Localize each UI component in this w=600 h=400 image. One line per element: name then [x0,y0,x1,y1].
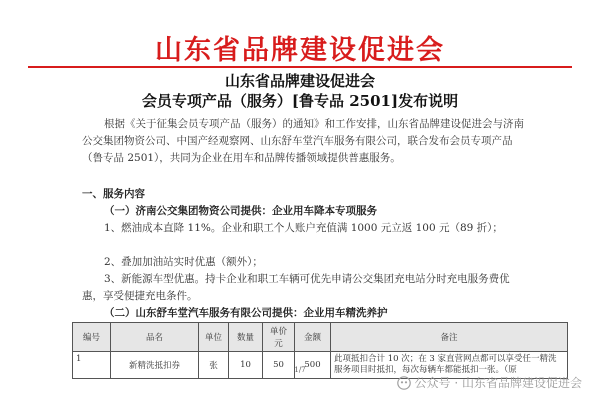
section-heading: 一、服务内容 [82,188,145,200]
column-header: 编号 [73,323,111,352]
watermark-text: 公众号 · 山东省品牌建设促进会 [414,376,582,390]
service-item-3: 3、新能源车型优惠。持卡企业和职工车辆可优先申请公交集团充电站分时充电服务费优惠，享受便捷充电条件。 [82,273,510,302]
table-cell: 1 [73,352,111,379]
table-cell: 张 [199,352,229,379]
table-cell: 此项抵扣合计 10 次；在 3 家直营网点都可以享受任一精洗服务项目时抵扣，每次每辆车都能抵扣一张。（原 [331,352,568,379]
page-number: 1/7 [294,366,306,374]
table-cell: 500 [295,352,331,379]
table-cell: 10 [229,352,263,379]
column-header: 单价元 [263,323,295,352]
column-header: 品名 [111,323,199,352]
service-item-2: 2、叠加加油站实时优惠（额外）； [104,256,263,268]
intro-paragraph: 根据《关于征集会员专项产品（服务）的通知》和工作安排，山东省品牌建设促进会与济南公交集团物资公司、中国产经观察网、山东舒车堂汽车服务有限公司，联合发布会员专项产品（鲁专品 2501），共同为企业在用车和品牌传播领域提供普惠服务。 [82,118,524,164]
doc-title-line1: 山东省品牌建设促进会 [224,72,375,90]
subsection-heading-1: （一）济南公交集团物资公司提供：企业用车降本专项服务 [104,205,377,217]
table-header-row [73,323,568,352]
service-item-1: 1、燃油成本直降 11%。企业和职工个人账户充值满 1000 元立返 100 元（89 折）； [104,222,503,234]
column-header: 金额 [295,323,331,352]
red-masthead: 山东省品牌建设促进会 [155,35,445,66]
column-header: 单位 [199,323,229,352]
column-header: 备注 [331,323,568,352]
doc-title-line2: 会员专项产品（服务）[鲁专品 2501]发布说明 [141,92,459,110]
table-cell: 50 [263,352,295,379]
wechat-icon [397,376,411,390]
column-header: 数量 [229,323,263,352]
table-cell: 新精洗抵扣券 [111,352,199,379]
wechat-watermark [397,374,582,391]
subsection-heading-2: （二）山东舒车堂汽车服务有限公司提供：企业用车精洗养护 [104,307,388,319]
masthead-divider [28,66,572,68]
